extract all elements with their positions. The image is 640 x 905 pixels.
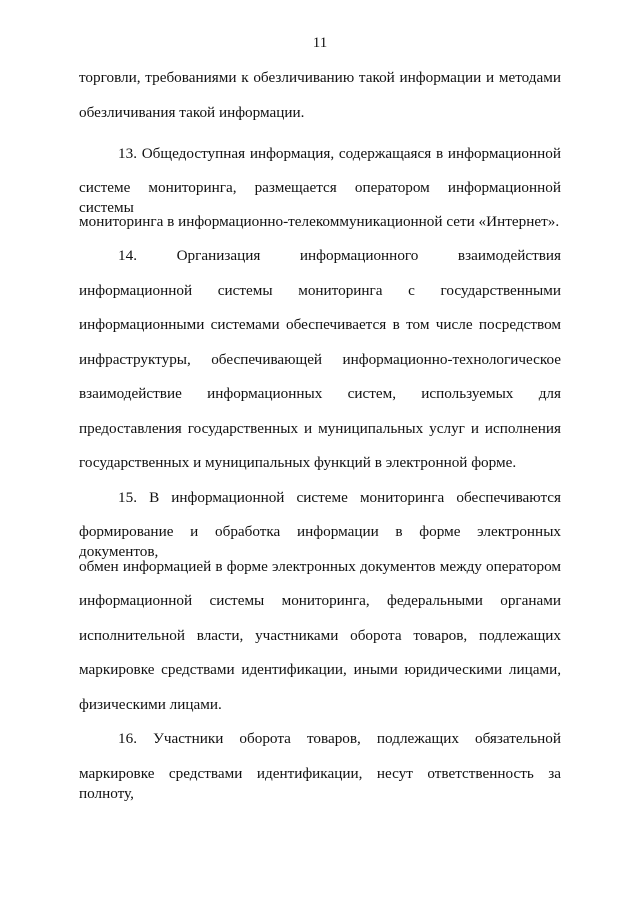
text-line: исполнительной власти, участниками оборота товаров, подлежащих — [79, 627, 561, 644]
text-line: обмен информацией в форме электронных документов между оператором — [79, 558, 561, 575]
text-line: торговли, требованиями к обезличиванию такой информации и методами — [79, 69, 561, 86]
text-line: маркировке средствами идентификации, несут ответственность за полноту, — [79, 765, 561, 802]
text-line: физическими лицами. — [79, 696, 222, 713]
text-line: информационной системы мониторинга, федеральными органами — [79, 592, 561, 609]
text-line: предоставления государственных и муниципальных услуг и исполнения — [79, 420, 561, 437]
text-line: маркировке средствами идентификации, иными юридическими лицами, — [79, 661, 561, 678]
text-line: мониторинга в информационно-телекоммуникационной сети «Интернет». — [79, 213, 560, 230]
text-line: обезличивания такой информации. — [79, 104, 305, 121]
text-line: 13. Общедоступная информация, содержащаяся в информационной — [118, 145, 561, 162]
text-line: взаимодействие информационных систем, используемых для — [79, 385, 561, 402]
text-line: информационной системы мониторинга с государственными — [79, 282, 561, 299]
text-line: инфраструктуры, обеспечивающей информационно-технологическое — [79, 351, 561, 368]
text-line: 15. В информационной системе мониторинга обеспечиваются — [118, 489, 561, 506]
text-line: 14. Организация информационного взаимодействия — [118, 247, 561, 264]
text-line: формирование и обработка информации в форме электронных документов, — [79, 523, 561, 560]
text-line: системе мониторинга, размещается оператором информационной системы — [79, 179, 561, 216]
page-number: 11 — [312, 35, 328, 51]
text-line: информационными системами обеспечивается в том числе посредством — [79, 316, 561, 333]
text-line: государственных и муниципальных функций в электронной форме. — [79, 454, 517, 471]
text-line: 16. Участники оборота товаров, подлежащих обязательной — [118, 730, 561, 747]
